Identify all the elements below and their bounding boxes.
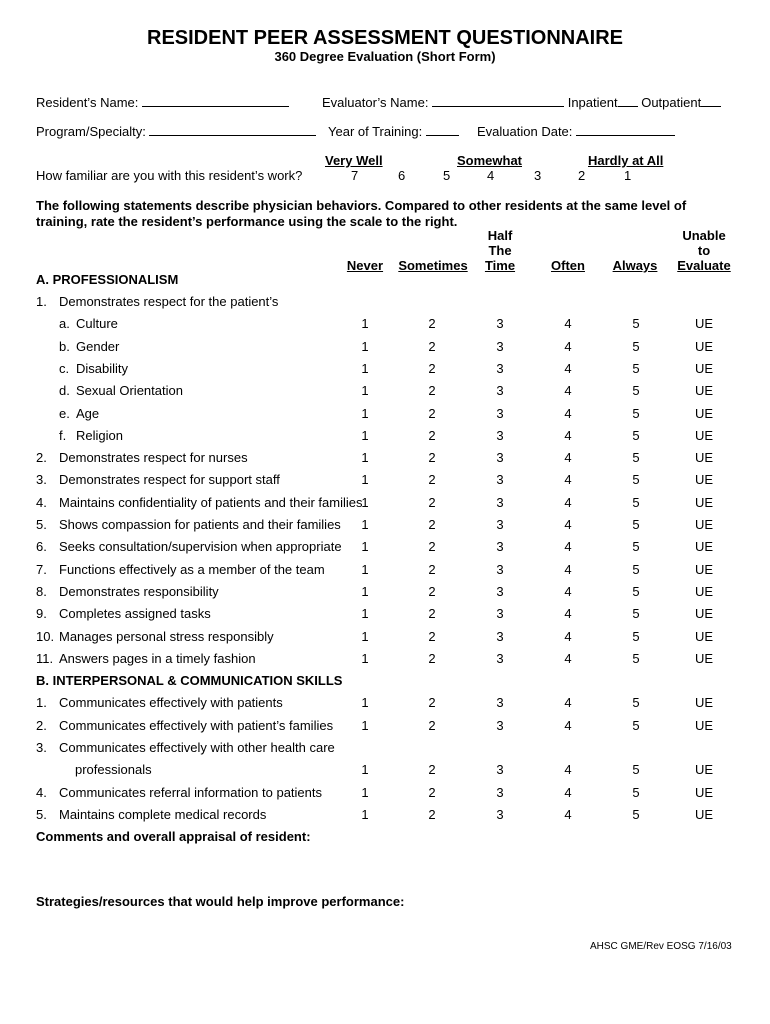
rating-half-the-time[interactable]: 3: [496, 762, 504, 778]
form-title: RESIDENT PEER ASSESSMENT QUESTIONNAIRE: [147, 27, 623, 49]
rating-unable-to-evaluate[interactable]: UE: [694, 517, 714, 532]
rating-sometimes[interactable]: 2: [428, 561, 436, 577]
rating-half-the-time[interactable]: 3: [496, 472, 504, 488]
item-label: Manages personal stress responsibly: [59, 628, 274, 644]
rating-unable-to-evaluate[interactable]: UE: [694, 628, 714, 644]
rating-always[interactable]: 5: [632, 762, 640, 778]
item-a: [0, 495, 770, 515]
rating-unable-to-evaluate[interactable]: UE: [694, 606, 714, 622]
item-number: 3.: [36, 740, 47, 755]
header-sometimes: Sometimes: [398, 258, 468, 273]
rating-always[interactable]: 5: [632, 494, 640, 510]
item-label: Seeks consultation/supervision when appropriate: [59, 539, 342, 555]
item-a: [0, 584, 770, 604]
item-label: Demonstrates respect for nurses: [59, 450, 248, 466]
eval-date-field: [477, 123, 675, 139]
item-number: 4.: [36, 784, 47, 800]
rating-unable-to-evaluate[interactable]: UE: [694, 717, 714, 733]
rating-half-the-time[interactable]: 3: [496, 316, 504, 332]
rating-sometimes[interactable]: 2: [428, 606, 436, 622]
rating-often[interactable]: 4: [564, 606, 572, 622]
item-a1-sub: [0, 383, 770, 403]
rating-half-the-time[interactable]: 3: [496, 360, 504, 376]
rating-always[interactable]: 5: [632, 427, 640, 443]
eval-date-label: Evaluation Date:: [477, 124, 573, 139]
item-b: [0, 762, 770, 782]
item-number: f.: [59, 427, 67, 443]
rating-never[interactable]: 1: [361, 539, 369, 555]
section-b-heading: B. INTERPERSONAL & COMMUNICATION SKILLS: [36, 673, 343, 689]
instructions: The following statements describe physician behaviors. Compared to other residents at the same level of training, rate the resident’s performance using the scale to the right.: [36, 198, 687, 229]
item-number: 2.: [36, 450, 47, 466]
rating-often[interactable]: 4: [564, 383, 572, 399]
rating-always[interactable]: 5: [632, 695, 640, 711]
rating-often[interactable]: 4: [564, 583, 572, 599]
rating-never[interactable]: 1: [361, 784, 369, 800]
rating-half-the-time[interactable]: 3: [496, 517, 504, 532]
rating-often[interactable]: 4: [564, 650, 572, 666]
rating-half-the-time[interactable]: 3: [496, 583, 504, 599]
rating-often[interactable]: 4: [564, 539, 572, 555]
rating-unable-to-evaluate[interactable]: UE: [694, 427, 714, 443]
item-label: Age: [76, 405, 100, 421]
item-b: [0, 695, 770, 715]
program-label: Program/Specialty:: [36, 124, 146, 139]
familiarity-1[interactable]: 1: [624, 168, 632, 183]
rating-half-the-time[interactable]: 3: [496, 450, 504, 466]
rating-unable-to-evaluate[interactable]: UE: [694, 316, 714, 332]
rating-unable-to-evaluate[interactable]: UE: [694, 561, 714, 577]
rating-unable-to-evaluate[interactable]: UE: [694, 806, 714, 822]
item-a1: [0, 294, 770, 314]
rating-unable-to-evaluate[interactable]: UE: [694, 338, 714, 354]
rating-never[interactable]: 1: [361, 494, 369, 510]
item-a: [0, 517, 770, 537]
rating-half-the-time[interactable]: 3: [496, 606, 504, 622]
rating-always[interactable]: 5: [632, 405, 640, 421]
rating-never[interactable]: 1: [361, 606, 369, 622]
rating-always[interactable]: 5: [632, 650, 640, 666]
item-a: [0, 651, 770, 671]
rating-unable-to-evaluate[interactable]: UE: [694, 539, 714, 555]
rating-unable-to-evaluate[interactable]: UE: [694, 650, 714, 666]
outpatient-label: Outpatient: [641, 95, 702, 110]
item-number: a.: [59, 316, 70, 332]
item-a1-sub: [0, 428, 770, 448]
familiarity-7[interactable]: 7: [351, 168, 359, 183]
rating-unable-to-evaluate[interactable]: UE: [694, 695, 714, 711]
rating-never[interactable]: 1: [361, 762, 369, 778]
item-label: Completes assigned tasks: [59, 606, 211, 622]
item-label: Gender: [76, 338, 120, 354]
item-a: [0, 472, 770, 492]
item-number: 8.: [36, 583, 47, 599]
rating-always[interactable]: 5: [632, 628, 640, 644]
header-unable-to-evaluate: Unable to Evaluate: [677, 228, 731, 273]
item-label: Culture: [76, 316, 118, 332]
item-a1-sub: [0, 361, 770, 381]
item-a: [0, 629, 770, 649]
item-a: [0, 562, 770, 582]
rating-always[interactable]: 5: [632, 472, 640, 488]
item-a1-sub: [0, 316, 770, 336]
rating-often[interactable]: 4: [564, 717, 572, 733]
rating-always[interactable]: 5: [632, 338, 640, 354]
rating-half-the-time[interactable]: 3: [496, 695, 504, 711]
familiarity-6[interactable]: 6: [398, 168, 406, 183]
rating-often[interactable]: 4: [564, 806, 572, 822]
item-label: Disability: [76, 360, 129, 376]
inpatient-input[interactable]: [618, 94, 638, 107]
rating-sometimes[interactable]: 2: [428, 806, 436, 822]
rating-half-the-time[interactable]: 3: [496, 561, 504, 577]
rating-often[interactable]: 4: [564, 405, 572, 421]
rating-always[interactable]: 5: [632, 784, 640, 800]
item-a: [0, 450, 770, 470]
rating-always[interactable]: 5: [632, 383, 640, 399]
item-label: Shows compassion for patients and their families: [59, 517, 341, 532]
item-a1-sub: [0, 406, 770, 426]
item-label: Religion: [76, 427, 123, 443]
rating-never[interactable]: 1: [361, 383, 369, 399]
rating-often[interactable]: 4: [564, 762, 572, 778]
item-a: [0, 539, 770, 559]
inpatient-label: Inpatient: [567, 95, 618, 110]
familiarity-4[interactable]: 4: [487, 168, 495, 183]
rating-always[interactable]: 5: [632, 717, 640, 733]
evaluator-name-label: Evaluator’s Name:: [322, 95, 429, 110]
rating-half-the-time[interactable]: 3: [496, 494, 504, 510]
item-label: Maintains complete medical records: [59, 806, 267, 822]
hardly-label: Hardly at All: [588, 153, 664, 168]
rating-half-the-time[interactable]: 3: [496, 806, 504, 822]
rating-sometimes[interactable]: 2: [428, 583, 436, 599]
rating-always[interactable]: 5: [632, 316, 640, 332]
rating-never[interactable]: 1: [361, 806, 369, 822]
rating-often[interactable]: 4: [564, 338, 572, 354]
rating-unable-to-evaluate[interactable]: UE: [694, 494, 714, 510]
rating-sometimes[interactable]: 2: [428, 472, 436, 488]
rating-never[interactable]: 1: [361, 360, 369, 376]
evaluator-name-input[interactable]: [432, 94, 564, 107]
item-number: 3.: [36, 472, 47, 488]
item-b: [0, 740, 770, 760]
rating-sometimes[interactable]: 2: [428, 316, 436, 332]
rating-half-the-time[interactable]: 3: [496, 405, 504, 421]
rating-sometimes[interactable]: 2: [428, 784, 436, 800]
year-input[interactable]: [426, 123, 459, 136]
rating-half-the-time[interactable]: 3: [496, 784, 504, 800]
rating-unable-to-evaluate[interactable]: UE: [694, 762, 714, 778]
rating-often[interactable]: 4: [564, 517, 572, 532]
item-label: Communicates effectively with patients: [59, 695, 283, 711]
header-always: Always: [612, 258, 658, 273]
rating-sometimes[interactable]: 2: [428, 450, 436, 466]
somewhat-label: Somewhat: [457, 153, 523, 168]
rating-sometimes[interactable]: 2: [428, 650, 436, 666]
rating-sometimes[interactable]: 2: [428, 405, 436, 421]
rating-never[interactable]: 1: [361, 583, 369, 599]
item-label: Functions effectively as a member of the team: [59, 561, 325, 577]
rating-sometimes[interactable]: 2: [428, 628, 436, 644]
item-b: [0, 807, 770, 827]
rating-unable-to-evaluate[interactable]: UE: [694, 450, 714, 466]
eval-date-input[interactable]: [576, 123, 675, 136]
header-never: Never: [346, 258, 384, 273]
item-number: c.: [59, 360, 70, 376]
item-a1-sub: [0, 339, 770, 359]
rating-never[interactable]: 1: [361, 650, 369, 666]
year-field: [328, 123, 459, 139]
rating-never[interactable]: 1: [361, 405, 369, 421]
item-number: 4.: [36, 494, 47, 510]
outpatient-input[interactable]: [701, 94, 721, 107]
rating-unable-to-evaluate[interactable]: UE: [694, 472, 714, 488]
item-label: Answers pages in a timely fashion: [59, 650, 256, 666]
rating-sometimes[interactable]: 2: [428, 517, 436, 532]
rating-unable-to-evaluate[interactable]: UE: [694, 383, 714, 399]
rating-often[interactable]: 4: [564, 316, 572, 332]
item-number: 1.: [36, 695, 47, 711]
rating-unable-to-evaluate[interactable]: UE: [694, 784, 714, 800]
item-number: 9.: [36, 606, 47, 622]
item-label: Communicates effectively with patient’s families: [59, 717, 334, 733]
rating-half-the-time[interactable]: 3: [496, 650, 504, 666]
rating-unable-to-evaluate[interactable]: UE: [694, 360, 714, 376]
rating-never[interactable]: 1: [361, 717, 369, 733]
program-input[interactable]: [149, 123, 316, 136]
rating-sometimes[interactable]: 2: [428, 695, 436, 711]
rating-half-the-time[interactable]: 3: [496, 383, 504, 399]
rating-always[interactable]: 5: [632, 539, 640, 555]
rating-always[interactable]: 5: [632, 806, 640, 822]
item-number: 2.: [36, 717, 47, 733]
rating-never[interactable]: 1: [361, 628, 369, 644]
rating-sometimes[interactable]: 2: [428, 383, 436, 399]
item-label: professionals: [75, 762, 152, 778]
familiarity-5[interactable]: 5: [443, 168, 451, 183]
rating-always[interactable]: 5: [632, 517, 640, 532]
item-label: Demonstrates respect for the patient’s: [59, 294, 279, 309]
item-label: Communicates referral information to patients: [59, 784, 323, 800]
program-field: [36, 123, 316, 139]
item-number: 5.: [36, 517, 47, 532]
rating-half-the-time[interactable]: 3: [496, 628, 504, 644]
comments-label: Comments and overall appraisal of resident:: [36, 829, 311, 844]
rating-often[interactable]: 4: [564, 472, 572, 488]
resident-name-input[interactable]: [142, 94, 289, 107]
item-number: 10.: [36, 628, 55, 644]
rating-sometimes[interactable]: 2: [428, 539, 436, 555]
rating-unable-to-evaluate[interactable]: UE: [694, 583, 714, 599]
evaluator-name-field: [322, 94, 721, 110]
rating-always[interactable]: 5: [632, 583, 640, 599]
item-number: 7.: [36, 561, 47, 577]
rating-often[interactable]: 4: [564, 561, 572, 577]
rating-sometimes[interactable]: 2: [428, 338, 436, 354]
resident-name-label: Resident’s Name:: [36, 95, 139, 110]
rating-sometimes[interactable]: 2: [428, 494, 436, 510]
form-subtitle: 360 Degree Evaluation (Short Form): [274, 49, 496, 64]
rating-never[interactable]: 1: [361, 561, 369, 577]
form-footer: AHSC GME/Rev EOSG 7/16/03: [590, 941, 732, 952]
rating-often[interactable]: 4: [564, 450, 572, 466]
item-a: [0, 606, 770, 626]
rating-sometimes[interactable]: 2: [428, 717, 436, 733]
rating-half-the-time[interactable]: 3: [496, 717, 504, 733]
familiarity-3[interactable]: 3: [534, 168, 542, 183]
rating-often[interactable]: 4: [564, 360, 572, 376]
rating-often[interactable]: 4: [564, 628, 572, 644]
familiarity-question: How familiar are you with this resident’s work?: [36, 168, 303, 183]
resident-name-field: [36, 94, 289, 110]
year-label: Year of Training:: [328, 124, 423, 139]
rating-always[interactable]: 5: [632, 450, 640, 466]
rating-often[interactable]: 4: [564, 784, 572, 800]
item-number: b.: [59, 338, 70, 354]
item-label: Demonstrates respect for support staff: [59, 472, 280, 488]
rating-sometimes[interactable]: 2: [428, 360, 436, 376]
rating-often[interactable]: 4: [564, 494, 572, 510]
rating-often[interactable]: 4: [564, 695, 572, 711]
header-half-the-time: Half The Time: [484, 228, 516, 273]
item-label: Demonstrates responsibility: [59, 583, 219, 599]
item-b: [0, 785, 770, 805]
very-well-label: Very Well: [325, 153, 383, 168]
item-number: 6.: [36, 539, 47, 555]
rating-half-the-time[interactable]: 3: [496, 427, 504, 443]
header-often: Often: [551, 258, 585, 273]
rating-half-the-time[interactable]: 3: [496, 539, 504, 555]
rating-never[interactable]: 1: [361, 338, 369, 354]
strategies-label: Strategies/resources that would help improve performance:: [36, 894, 405, 909]
item-number: d.: [59, 383, 70, 399]
rating-sometimes[interactable]: 2: [428, 427, 436, 443]
item-number: 1.: [36, 294, 47, 309]
rating-unable-to-evaluate[interactable]: UE: [694, 405, 714, 421]
rating-never[interactable]: 1: [361, 316, 369, 332]
item-number: 11.: [36, 650, 54, 666]
item-number: e.: [59, 405, 70, 421]
rating-always[interactable]: 5: [632, 606, 640, 622]
rating-never[interactable]: 1: [361, 472, 369, 488]
item-label: Communicates effectively with other health care: [59, 740, 335, 755]
rating-always[interactable]: 5: [632, 561, 640, 577]
item-label: Maintains confidentiality of patients and their families: [59, 494, 363, 510]
rating-often[interactable]: 4: [564, 427, 572, 443]
rating-never[interactable]: 1: [361, 517, 369, 532]
rating-never[interactable]: 1: [361, 427, 369, 443]
item-number: 5.: [36, 806, 47, 822]
rating-sometimes[interactable]: 2: [428, 762, 436, 778]
item-label: Sexual Orientation: [76, 383, 183, 399]
section-a-heading: A. PROFESSIONALISM: [36, 272, 179, 287]
rating-never[interactable]: 1: [361, 695, 369, 711]
rating-always[interactable]: 5: [632, 360, 640, 376]
familiarity-2[interactable]: 2: [578, 168, 586, 183]
rating-never[interactable]: 1: [361, 450, 369, 466]
rating-half-the-time[interactable]: 3: [496, 338, 504, 354]
item-b: [0, 718, 770, 738]
